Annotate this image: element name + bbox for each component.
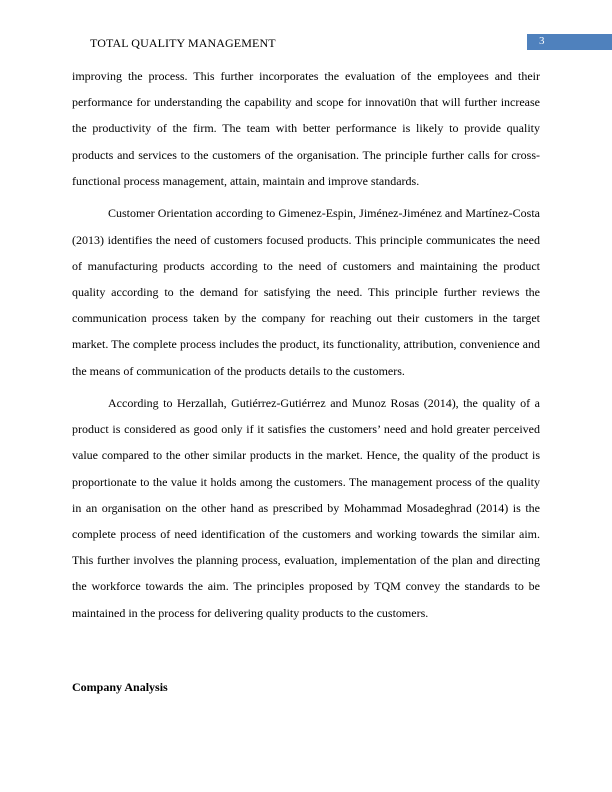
paragraph-continuation: improving the process. This further incorporates the evaluation of the employees and their performance for understanding the capability and scope for innovati0n that will further increase the productivity of the firm. The team with better performance is likely to provide quality products and services to the customers of the organisation. The principle further calls for cross-functional process management, attain, maintain and improve standards. xyxy=(72,69,540,188)
body-text xyxy=(72,63,540,626)
paragraph-customer-orientation: Customer Orientation according to Gimenez-Espin, Jiménez-Jiménez and Martínez-Costa (2013) identifies the need of customers focused products. This principle communicates the need of manufacturing products according to the need of customers and maintaining the product quality according to the demand for satisfying the need. This principle further reviews the communication process taken by the company for reaching out their customers in the target market. The complete process includes the product, its functionality, attribution, convenience and the means of communication of the products details to the customers. xyxy=(72,206,540,378)
page-number: 3 xyxy=(539,35,545,47)
section-heading: Company Analysis xyxy=(72,680,168,694)
page-number-bar xyxy=(527,34,612,50)
running-head: TOTAL QUALITY MANAGEMENT xyxy=(90,36,276,50)
paragraph-quality-value: According to Herzallah, Gutiérrez-Gutiérrez and Munoz Rosas (2014), the quality of a product is considered as good only if it satisfies the customers’ need and hold greater perceived value compared to the other similar products in the market. Hence, the quality of the product is proportionate to the value it holds among the customers. The management process of the quality in an organisation on the other hand as prescribed by Mohammad Mosadeghrad (2014) is the complete process of need identification of the customers and working towards the similar aim. This further involves the planning process, evaluation, implementation of the plan and directing the workforce towards the aim. The principles proposed by TQM convey the standards to be maintained in the process for delivering quality products to the customers. xyxy=(72,396,540,620)
